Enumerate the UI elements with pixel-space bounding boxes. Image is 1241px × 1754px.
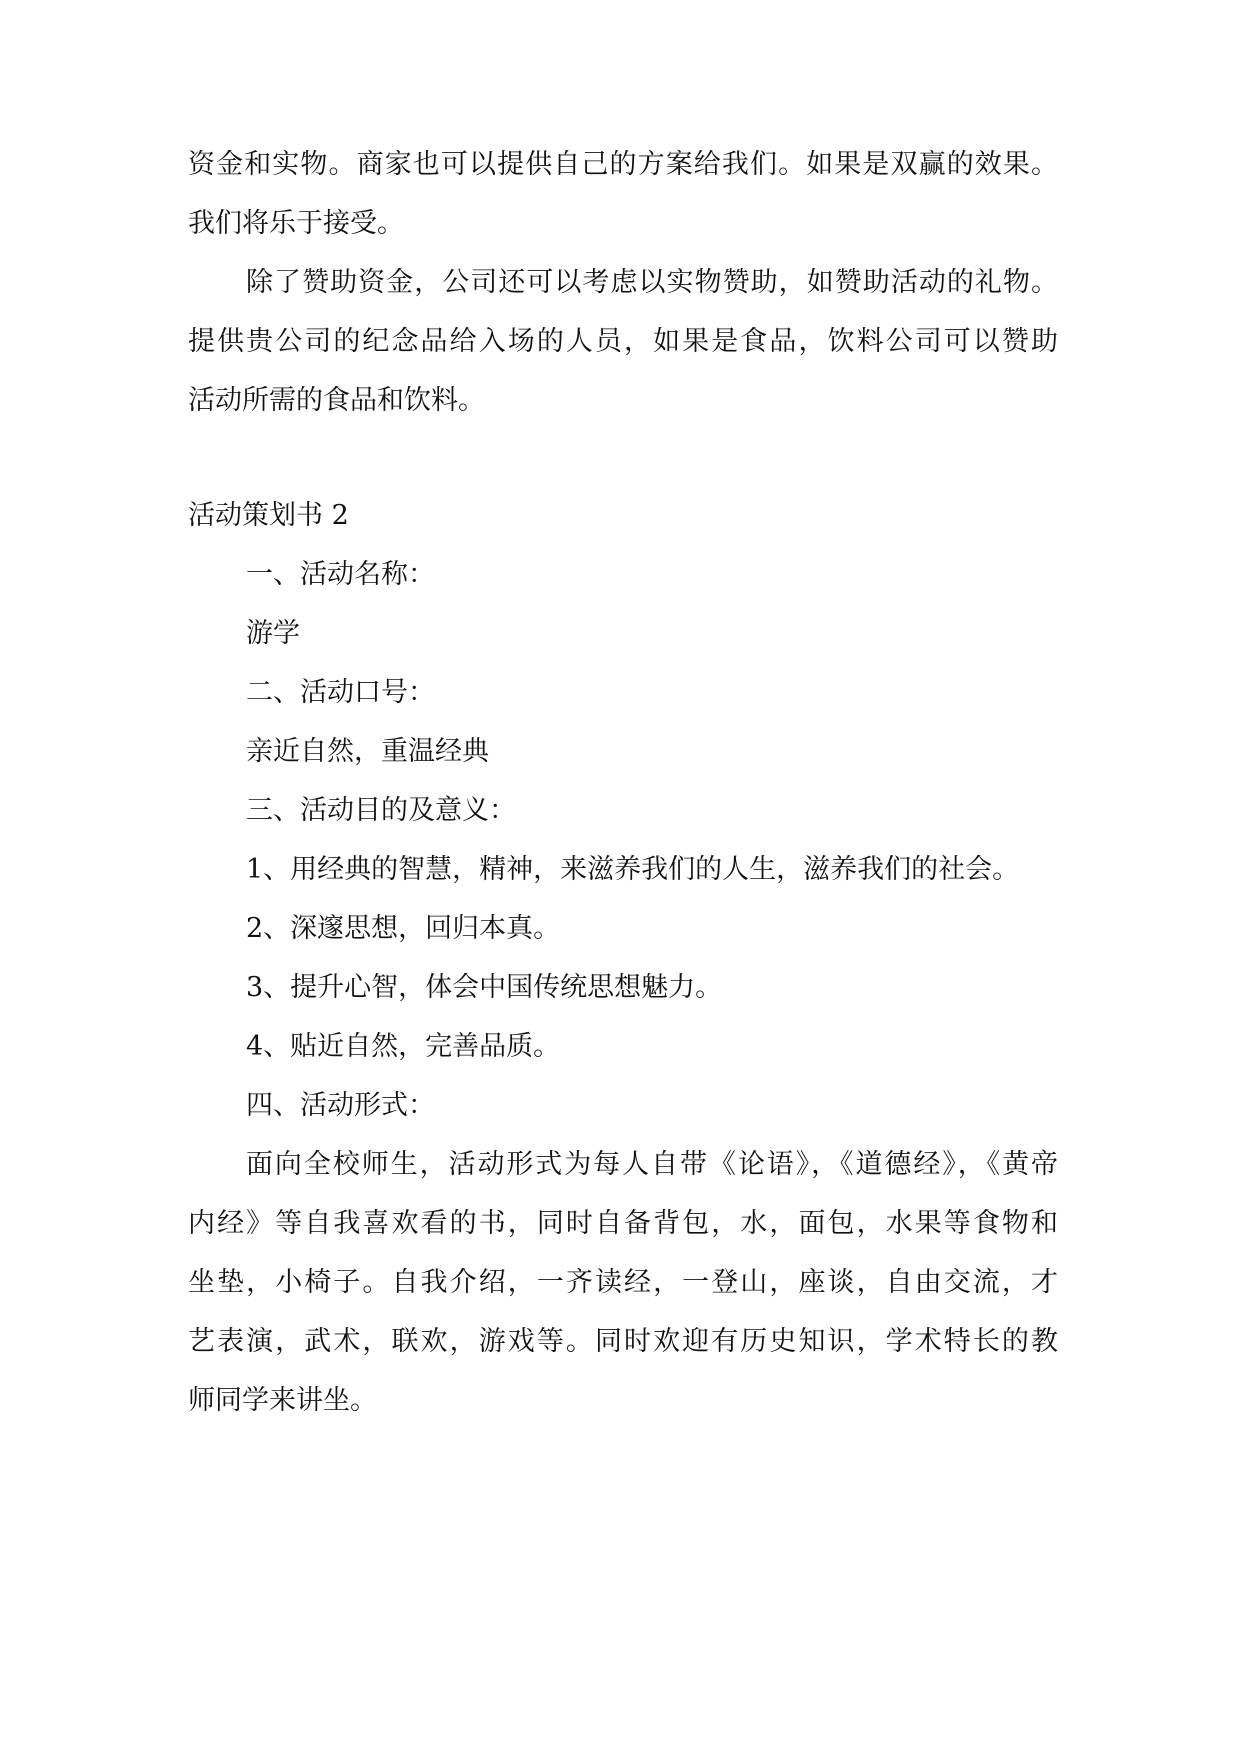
intro-paragraph-2-line-2: 提供贵公司的纪念品给入场的人员，如果是食品，饮料公司可以赞助 xyxy=(188,326,1058,357)
goal-item-3: 3、提升心智，体会中国传统思想魅力。 xyxy=(246,972,723,1003)
form-line-4: 艺表演，武术，联欢，游戏等。同时欢迎有历史知识，学术特长的教 xyxy=(188,1326,1058,1357)
section-4-heading: 四、活动形式： xyxy=(246,1090,435,1121)
goal-item-1: 1、用经典的智慧，精神，来滋养我们的人生，滋养我们的社会。 xyxy=(246,854,1020,885)
intro-paragraph-2-line-3: 活动所需的食品和饮料。 xyxy=(188,385,485,416)
section-2-value: 亲近自然，重温经典 xyxy=(246,736,489,767)
section-1-heading: 一、活动名称： xyxy=(246,559,435,590)
section-2-heading: 二、活动口号： xyxy=(246,677,435,708)
intro-paragraph-1-line-2: 我们将乐于接受。 xyxy=(188,208,404,239)
form-line-3: 坐垫，小椅子。自我介绍，一齐读经，一登山，座谈，自由交流，才 xyxy=(188,1267,1058,1298)
plan-title: 活动策划书 2 xyxy=(188,500,349,531)
goal-item-4: 4、贴近自然，完善品质。 xyxy=(246,1031,561,1062)
section-3-heading: 三、活动目的及意义： xyxy=(246,795,516,826)
form-line-5: 师同学来讲坐。 xyxy=(188,1385,377,1416)
goal-item-2: 2、深邃思想，回归本真。 xyxy=(246,913,561,944)
form-line-2: 内经》等自我喜欢看的书，同时自备背包，水，面包，水果等食物和 xyxy=(188,1208,1058,1239)
form-line-1: 面向全校师生，活动形式为每人自带《论语》，《道德经》，《黄帝 xyxy=(246,1149,1058,1180)
section-1-value: 游学 xyxy=(246,618,300,649)
intro-paragraph-1-line-1: 资金和实物。商家也可以提供自己的方案给我们。如果是双赢的效果。 xyxy=(188,149,1058,180)
intro-paragraph-2-line-1: 除了赞助资金，公司还可以考虑以实物赞助，如赞助活动的礼物。 xyxy=(246,267,1058,298)
